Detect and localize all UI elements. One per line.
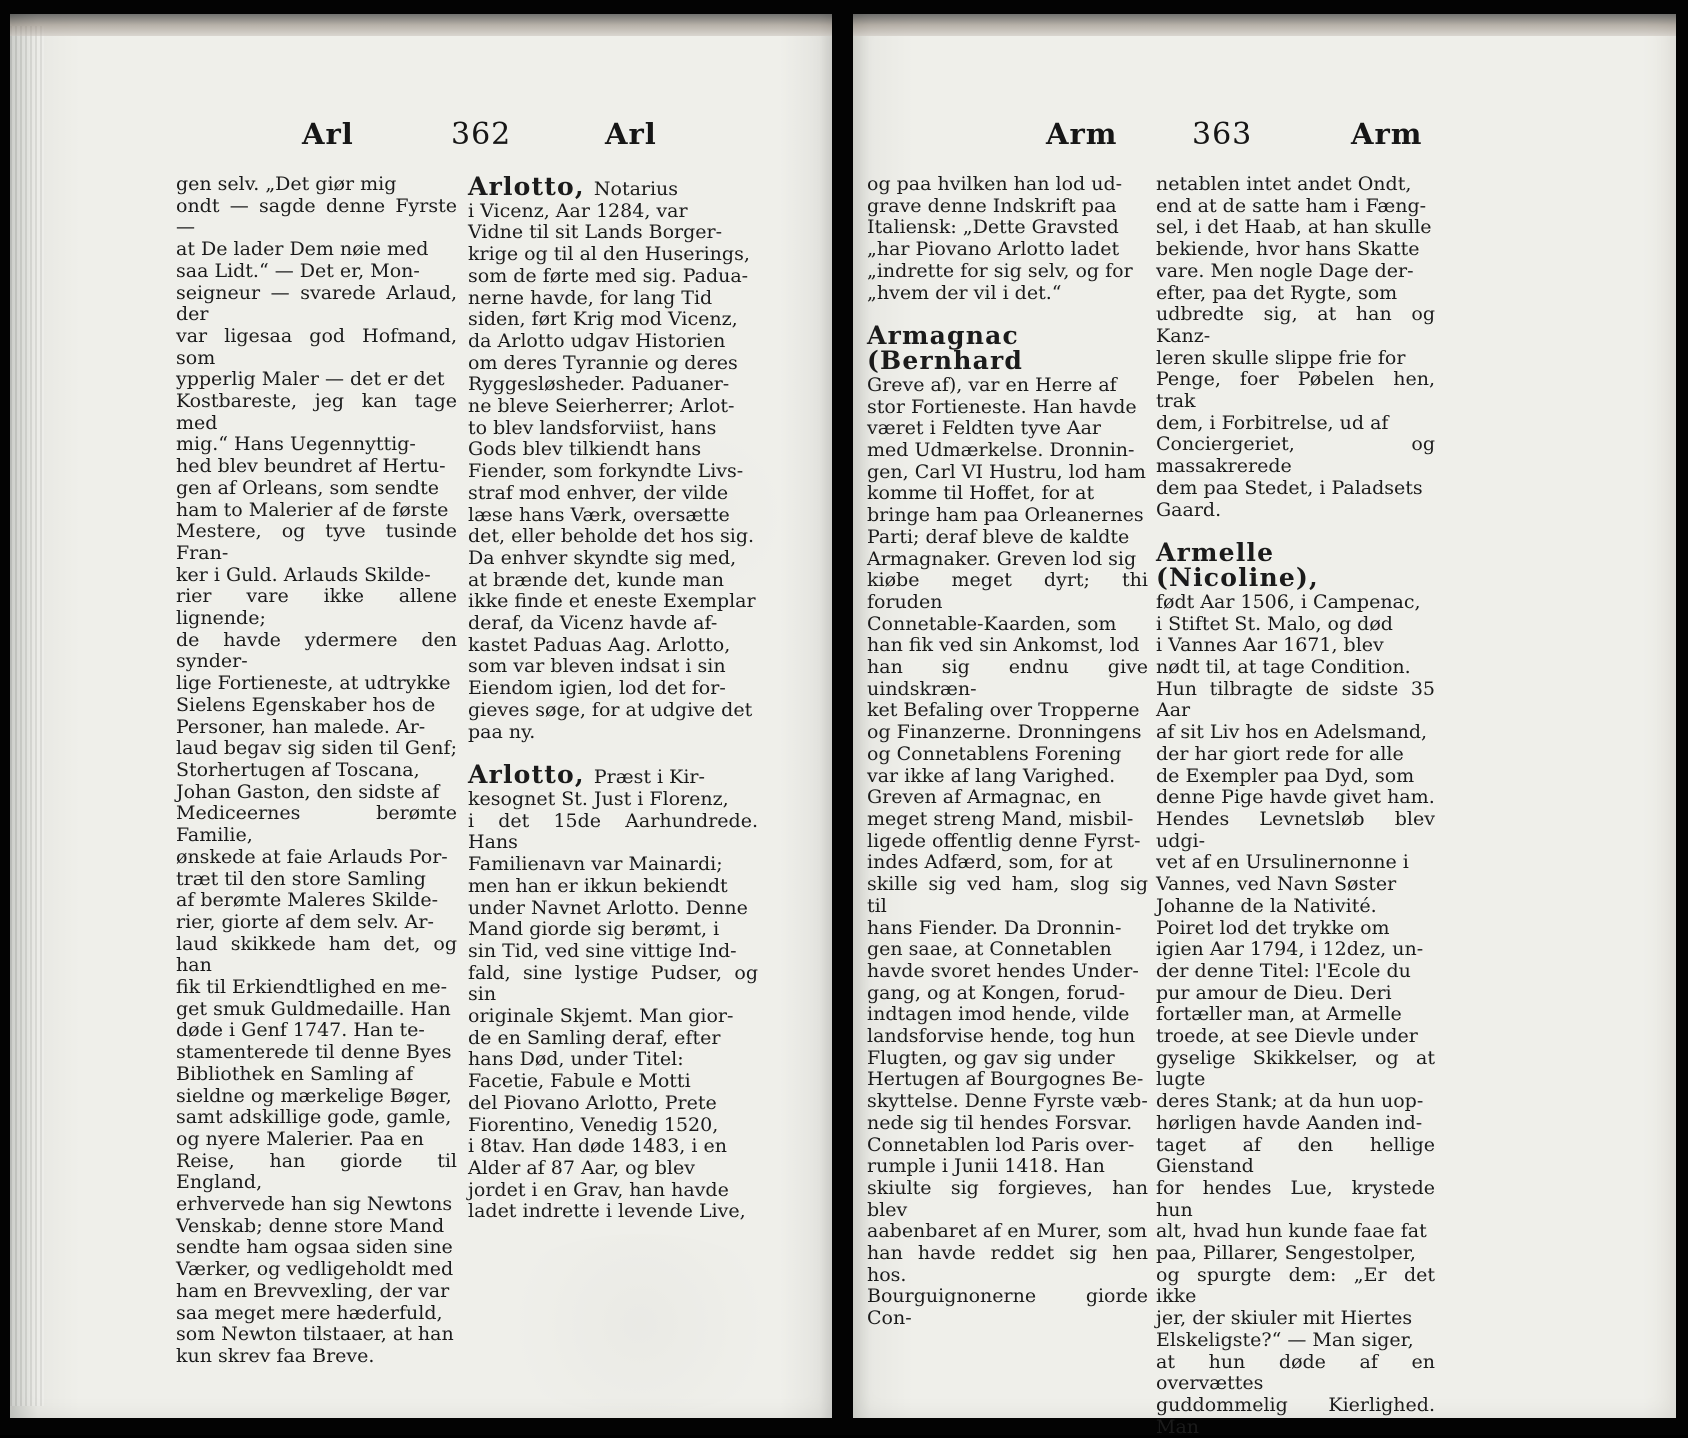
- text-line: at De lader Dem nøie med: [176, 238, 429, 261]
- text-line: grave denne Indskrift paa: [867, 194, 1117, 217]
- right-column-2: [1156, 174, 1435, 1438]
- text-line: Vidne til sit Lands Borger-: [468, 221, 723, 244]
- text-line: og Finanzerne. Dronningens: [867, 721, 1142, 744]
- text-line: skyttelse. Denne Fyrste væb-: [867, 1090, 1148, 1113]
- text-line: stamenterede til denne Byes: [176, 1041, 452, 1064]
- text-line: saa meget mere hæderfuld,: [176, 1301, 443, 1324]
- text-line: i 8tav. Han døde 1483, i en: [468, 1135, 727, 1158]
- text-line: der har giort rede for alle: [1156, 742, 1404, 765]
- text-line: Fiorentino, Venedig 1520,: [468, 1113, 719, 1136]
- text-line: taget af den hellige Gienstand: [1156, 1133, 1435, 1178]
- text-line: skille sig ved ham, slog sig til: [867, 873, 1148, 917]
- text-line: siden, ført Krig mod Vicenz,: [468, 308, 738, 331]
- text-line: „hvem der vil i det.“: [867, 281, 1062, 304]
- text-line: ker i Guld. Arlauds Skilde-: [176, 563, 431, 586]
- text-line: ikke finde et eneste Exemplar: [468, 590, 756, 613]
- right-page: [853, 14, 1676, 1438]
- text-line: ligede offentlig denne Fyrst-: [867, 829, 1141, 852]
- text-line: komme til Hoffet, for at: [867, 482, 1095, 505]
- text-line: skiulte sig forgieves, han blev: [867, 1176, 1148, 1221]
- text-line: seigneur — svarede Arlaud, der: [176, 281, 457, 326]
- text-line: nødt til, at tage Condition.: [1156, 656, 1411, 679]
- text-line: var ligesaa god Hofmand, som: [176, 324, 457, 369]
- text-line: Vannes, ved Navn Søster: [1156, 873, 1397, 896]
- entry-heading: Arlotto,: [468, 760, 585, 790]
- text-line: træt til den store Samling: [176, 867, 426, 890]
- text-line: pur amour de Dieu. Deri: [1156, 981, 1392, 1004]
- text-line: Hun tilbragte de sidste 35 Aar: [1156, 677, 1435, 722]
- text-line: i Vicenz, Aar 1284, var: [468, 199, 688, 222]
- text-line: Johanne de la Nativité.: [1156, 894, 1377, 917]
- text-line: under Navnet Arlotto. Denne: [468, 896, 748, 919]
- text-line: Greve af), var en Herre af: [867, 373, 1117, 396]
- text-line: hans Død, under Titel:: [468, 1048, 684, 1071]
- text-line: som var bleven indsat i sin: [468, 655, 726, 678]
- text-line: mig.“ Hans Uegennyttig-: [176, 433, 416, 456]
- text-line: igien Aar 1794, i 12dez, un-: [1156, 938, 1424, 961]
- text-line: originale Skjemt. Man gior-: [468, 1005, 734, 1028]
- text-line: de en Samling deraf, efter: [468, 1026, 721, 1049]
- text-line: Italiensk: „Dette Gravsted: [867, 216, 1119, 239]
- text-line: han sig endnu give uindskræn-: [867, 656, 1148, 700]
- entry-heading: Armagnac (Bernhard: [867, 321, 1024, 376]
- text-line: at brænde det, kunde man: [468, 568, 724, 591]
- text-line: dem paa Stedet, i Paladsets: [1156, 476, 1423, 499]
- text-line: Penge, foer Pøbelen hen, trak: [1156, 368, 1435, 413]
- text-line: Bourguignonerne giorde Con-: [867, 1285, 1148, 1330]
- left-column-2: [468, 174, 758, 1223]
- text-line: gang, og at Kongen, forud-: [867, 981, 1126, 1004]
- text-line: gen saae, at Connetablen: [867, 938, 1112, 961]
- text-line: vet af en Ursulinernonne i: [1156, 851, 1409, 874]
- text-line: Notarius: [593, 178, 679, 200]
- text-line: gen, Carl VI Hustru, lod ham: [867, 460, 1146, 483]
- paragraph: [867, 174, 1148, 304]
- text-line: straf mod enhver, der vilde: [468, 481, 729, 504]
- text-line: og nyere Malerier. Paa en: [176, 1127, 424, 1150]
- text-line: Værker, og vedligeholdt med: [176, 1258, 454, 1281]
- text-line: leren skulle slippe frie for: [1156, 346, 1406, 369]
- text-line: kastet Paduas Aag. Arlotto,: [468, 633, 731, 656]
- text-line: deres Stank; at da hun uop-: [1156, 1090, 1424, 1113]
- text-line: deraf, da Vicenz havde af-: [468, 612, 718, 635]
- paragraph: [176, 174, 457, 1368]
- text-line: stor Fortieneste. Han havde: [867, 395, 1137, 418]
- text-line: vare. Men nogle Dage der-: [1156, 259, 1414, 282]
- text-line: døde i Genf 1747. Han te-: [176, 1019, 425, 1042]
- text-line: gieves søge, for at udgive det: [468, 698, 753, 721]
- text-line: paa ny.: [468, 720, 536, 743]
- text-line: laud skikkede ham det, og han: [176, 932, 457, 977]
- text-line: Fiender, som forkyndte Livs-: [468, 460, 744, 483]
- text-line: end at de satte ham i Fæng-: [1156, 194, 1427, 217]
- text-line: Sielens Egenskaber hos de: [176, 693, 436, 716]
- text-line: at hun døde af en overvættes: [1156, 1350, 1435, 1395]
- text-line: jer, der skiuler mit Hiertes: [1156, 1307, 1413, 1330]
- text-line: læse hans Værk, oversætte: [468, 503, 730, 526]
- text-line: sin Tid, ved sine vittige Ind-: [468, 939, 737, 962]
- text-line: hans Fiender. Da Dronnin-: [867, 916, 1122, 939]
- text-line: og Connetablens Forening: [867, 742, 1122, 765]
- entry-armagnac: [867, 323, 1148, 1330]
- text-line: Greven af Armagnac, en: [867, 786, 1102, 809]
- text-line: Da enhver skyndte sig med,: [468, 546, 737, 569]
- text-line: han fik ved sin Ankomst, lod: [867, 634, 1140, 657]
- text-line: Facetie, Fabule e Motti: [468, 1070, 691, 1093]
- text-line: ypperlig Maler — det er det: [176, 368, 445, 391]
- left-page: [10, 14, 832, 1418]
- text-line: rier vare ikke allene lignende;: [176, 585, 457, 630]
- text-line: sendte ham ogsaa siden sine: [176, 1236, 453, 1259]
- text-line: Gaard.: [1156, 498, 1222, 521]
- top-page-edge: [10, 14, 832, 36]
- paragraph: [1156, 174, 1435, 521]
- text-line: bringe ham paa Orleanernes: [867, 504, 1144, 527]
- text-line: „har Piovano Arlotto ladet: [867, 238, 1120, 261]
- text-line: Ryggesløsheder. Paduaner-: [468, 373, 730, 396]
- text-line: da Arlotto udgav Historien: [468, 329, 726, 352]
- text-line: af berømte Maleres Skilde-: [176, 889, 438, 912]
- left-running-head-right: Arl: [605, 117, 657, 151]
- text-line: de havde ydermere den synder-: [176, 628, 457, 673]
- text-line: Mediceernes berømte Familie,: [176, 802, 457, 847]
- left-running-head: Arl: [302, 117, 354, 151]
- text-line: Eiendom igien, lod det for-: [468, 677, 726, 700]
- text-line: kesognet St. Just i Florenz,: [468, 787, 729, 810]
- text-line: Familienavn var Mainardi;: [468, 853, 723, 876]
- text-line: sieldne og mærkelige Bøger,: [176, 1084, 452, 1107]
- text-line: som Newton tilstaaer, at han: [176, 1323, 454, 1346]
- text-line: fortæller man, at Armelle: [1156, 1003, 1402, 1026]
- text-line: troede, at see Dievle under: [1156, 1025, 1418, 1048]
- text-line: denne Pige havde givet ham.: [1156, 786, 1435, 809]
- text-line: hørligen havde Aanden ind-: [1156, 1111, 1423, 1134]
- right-column-1: [867, 174, 1148, 1330]
- text-line: Hendes Levnetsløb blev udgi-: [1156, 807, 1435, 852]
- text-line: jordet i en Grav, han havde: [468, 1178, 729, 1201]
- text-line: del Piovano Arlotto, Prete: [468, 1091, 717, 1114]
- text-line: i Vannes Aar 1671, blev: [1156, 634, 1384, 657]
- text-line: fald, sine lystige Pudser, og sin: [468, 961, 758, 1006]
- text-line: nede sig til hendes Forsvar.: [867, 1111, 1133, 1134]
- text-line: Bibliothek en Samling af: [176, 1062, 414, 1085]
- text-line: ondt — sagde denne Fyrste —: [176, 194, 457, 239]
- text-line: i det 15de Aarhundrede. Hans: [468, 809, 758, 854]
- text-line: indes Adfærd, som, for at: [867, 851, 1113, 874]
- text-line: Venskab; denne store Mand: [176, 1214, 445, 1237]
- text-line: Mestere, og tyve tusinde Fran-: [176, 520, 457, 564]
- text-line: med Udmærkelse. Dronnin-: [867, 439, 1135, 462]
- right-page-number: 363: [1192, 117, 1253, 152]
- text-line: Armagnaker. Greven lod sig: [867, 547, 1137, 570]
- text-line: Personer, han malede. Ar-: [176, 715, 426, 738]
- text-line: de Exempler paa Dyd, som: [1156, 764, 1415, 787]
- text-line: Kostbareste, jeg kan tage med: [176, 390, 457, 434]
- text-line: „indrette for sig selv, og for: [867, 259, 1133, 282]
- text-line: Mand giorde sig berømt, i: [468, 918, 720, 941]
- text-line: Flugten, og gav sig under: [867, 1046, 1115, 1069]
- text-line: ladet indrette i levende Live,: [468, 1200, 746, 1223]
- text-line: gen af Orleans, som sendte: [176, 476, 439, 499]
- text-line: nerne havde, for lang Tid: [468, 286, 713, 309]
- text-line: været i Feldten tyve Aar: [867, 417, 1102, 440]
- text-line: bekiende, hvor hans Skatte: [1156, 238, 1420, 261]
- text-line: sel, i det Haab, at han skulle: [1156, 216, 1432, 239]
- text-line: rumple i Junii 1418. Han: [867, 1155, 1105, 1178]
- text-line: meget streng Mand, misbil-: [867, 807, 1134, 830]
- text-line: erhvervede han sig Newtons: [176, 1193, 453, 1216]
- text-line: og spurgte dem: „Er det ikke: [1156, 1263, 1435, 1308]
- text-line: fik til Erkiendtlighed en me-: [176, 976, 448, 999]
- text-line: men han er ikkun bekiendt: [468, 874, 728, 897]
- page-stain: [480, 1234, 800, 1414]
- text-line: der denne Titel: l'Ecole du: [1156, 959, 1411, 982]
- text-line: om deres Tyrannie og deres: [468, 351, 738, 374]
- text-line: Reise, han giorde til England,: [176, 1149, 457, 1194]
- text-line: gyselige Skikkelser, og at lugte: [1156, 1046, 1435, 1091]
- text-line: havde svoret hendes Under-: [867, 959, 1139, 982]
- text-line: kiøbe meget dyrt; thi foruden: [867, 569, 1148, 613]
- text-line: indtagen imod hende, vilde: [867, 1003, 1130, 1026]
- text-line: saa Lidt.“ — Det er, Mon-: [176, 259, 420, 282]
- text-line: lige Fortieneste, at udtrykke: [176, 672, 451, 695]
- text-line: og paa hvilken han lod ud-: [867, 173, 1123, 195]
- text-line: alt, hvad hun kunde faae fat: [1156, 1220, 1427, 1243]
- text-line: udbredte sig, at han og Kanz-: [1156, 303, 1435, 347]
- text-line: landsforvise hende, tog hun: [867, 1025, 1136, 1048]
- text-line: Connetablen lod Paris over-: [867, 1133, 1135, 1156]
- text-line: kun skrev faa Breve.: [176, 1344, 375, 1367]
- text-line: aabenbaret af en Murer, som: [867, 1220, 1148, 1243]
- text-line: Storhertugen af Toscana,: [176, 758, 420, 781]
- text-line: efter, paa det Rygte, som: [1156, 281, 1398, 304]
- text-line: han havde reddet sig hen hos.: [867, 1242, 1148, 1286]
- text-line: Conciergeriet, og massakrerede: [1156, 433, 1435, 478]
- entry-armelle: [1156, 540, 1435, 1438]
- text-line: Alder af 87 Aar, og blev: [468, 1156, 695, 1179]
- page-stack-edge: [10, 26, 44, 1406]
- text-line: dem, i Forbitrelse, ud af: [1156, 411, 1389, 434]
- text-line: i Stiftet St. Malo, og død: [1156, 612, 1393, 635]
- right-running-head: Arm: [1046, 117, 1118, 151]
- text-line: ham to Malerier af de første: [176, 498, 449, 521]
- right-running-head-right: Arm: [1351, 117, 1423, 151]
- text-line: guddommelig Kierlighed. Man: [1156, 1393, 1435, 1438]
- entry-arlotto-priest: [468, 762, 758, 1223]
- text-line: ham en Brevvexling, der var: [176, 1279, 450, 1302]
- text-line: født Aar 1506, i Campenac,: [1156, 590, 1421, 613]
- text-line: for hendes Lue, krystede hun: [1156, 1176, 1435, 1221]
- text-line: ne bleve Seierherrer; Arlot-: [468, 395, 735, 418]
- text-line: gen selv. „Det giør mig: [176, 173, 397, 195]
- text-line: Elskeligste?“ — Man siger,: [1156, 1328, 1414, 1351]
- text-line: som de førte med sig. Padua-: [468, 264, 749, 287]
- text-line: Hertugen af Bourgognes Be-: [867, 1068, 1144, 1091]
- entry-heading: Armelle (Nicoline),: [1156, 538, 1319, 593]
- left-page-number: 362: [451, 117, 512, 152]
- text-line: krige og til al den Huserings,: [468, 243, 750, 266]
- text-line: samt adskillige gode, gamle,: [176, 1106, 452, 1129]
- text-line: Connetable-Kaarden, som: [867, 612, 1117, 635]
- text-line: var ikke af lang Varighed.: [867, 764, 1116, 787]
- text-line: laud begav sig siden til Genf;: [176, 737, 457, 760]
- text-line: Poiret lod det trykke om: [1156, 916, 1390, 939]
- text-line: netablen intet andet Ondt,: [1156, 173, 1412, 195]
- text-line: to blev landsforviist, hans: [468, 416, 717, 439]
- text-line: Gods blev tilkiendt hans: [468, 438, 702, 461]
- entry-heading: Arlotto,: [468, 172, 585, 201]
- text-line: det, eller beholde det hos sig.: [468, 525, 755, 548]
- left-column-1: [176, 174, 457, 1368]
- top-page-edge: [853, 14, 1676, 36]
- text-line: ønskede at faie Arlauds Por-: [176, 845, 448, 868]
- text-line: paa, Pillarer, Sengestolper,: [1156, 1242, 1416, 1265]
- text-line: af sit Liv hos en Adelsmand,: [1156, 721, 1428, 744]
- text-line: Præst i Kir-: [593, 766, 705, 789]
- text-line: get smuk Guldmedaille. Han: [176, 997, 451, 1020]
- entry-arlotto-notarius: [468, 174, 758, 743]
- text-line: rier, giorte af dem selv. Ar-: [176, 910, 434, 933]
- text-line: ket Befaling over Tropperne: [867, 699, 1140, 722]
- text-line: Johan Gaston, den sidste af: [176, 780, 440, 803]
- text-line: hed blev beundret af Hertu-: [176, 455, 446, 478]
- text-line: Parti; deraf bleve de kaldte: [867, 525, 1130, 548]
